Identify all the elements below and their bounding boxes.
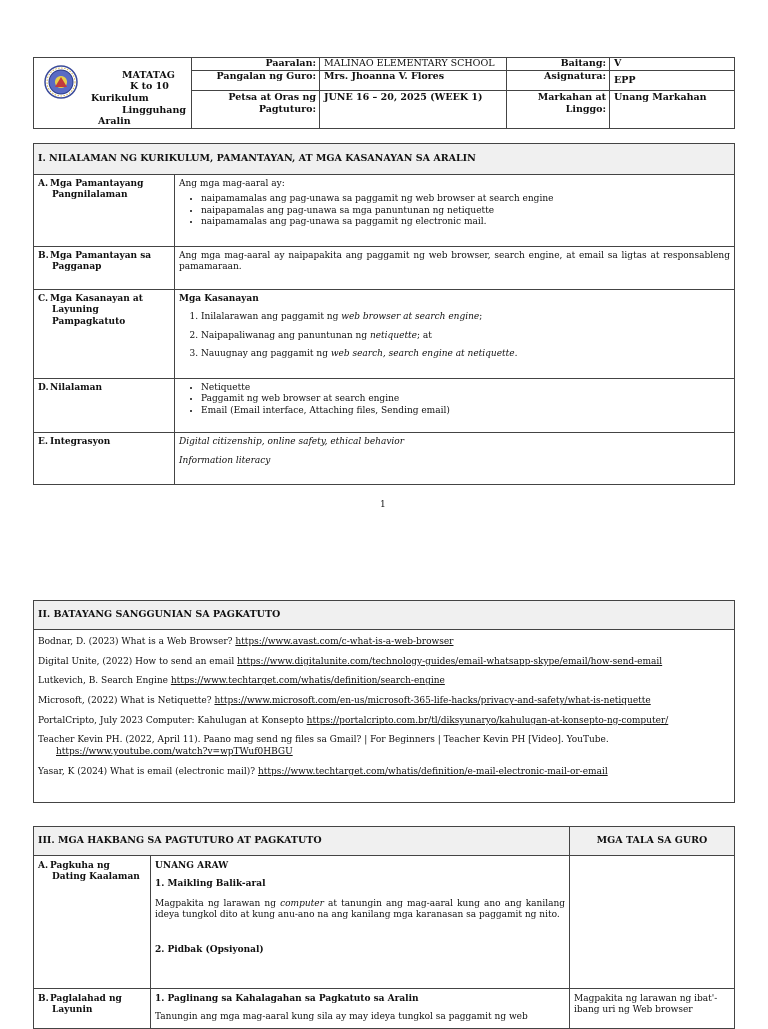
reference-link[interactable]: https://www.youtube.com/watch?v=wpTWuf0HBGU: [56, 747, 293, 758]
step-a-notes: [570, 856, 735, 989]
kasanayan-list: [179, 312, 730, 360]
row-c-content: Mga Kasanayan 1. Inilalarawan ang paggamit ng web browser at search engine; 2. Naipapaliwanag ang panuntunan ng netiquette; at 3. Nauugnay ang paggamit ng web search, search engine at netiquette.: [175, 290, 735, 379]
petsa-value: JUNE 16 – 20, 2025 (WEEK 1): [320, 90, 507, 128]
title-matatag: MATATAG: [122, 70, 175, 81]
reference-link[interactable]: https://www.avast.com/c-what-is-a-web-browser: [235, 637, 454, 647]
step-a-label: A. Pagkuha ng Dating Kaalaman: [34, 856, 151, 989]
section-2-table: [33, 600, 735, 803]
step-b-notes: Magpakita ng larawan ng ibat'-ibang uri ng Web browser: [570, 989, 735, 1029]
title-lingguhang: Lingguhang: [122, 105, 186, 116]
list-item: 3. Nauugnay ang paggamit ng web search, search engine at netiquette.: [201, 349, 730, 360]
section-1-table: [33, 143, 735, 485]
section-3-title: III. MGA HAKBANG SA PAGTUTURO AT PAGKATUTO: [34, 827, 570, 856]
reference-item: Microsoft, (2022) What is Netiquette? https://www.microsoft.com/en-us/microsoft-365-life-hacks/privacy-and-safety/what-is-netiquette: [38, 696, 651, 707]
title-kurikulum: Kurikulum: [91, 93, 149, 104]
petsa-label: Petsa at Oras ng Pagtuturo:: [192, 90, 320, 128]
reference-link[interactable]: https://www.microsoft.com/en-us/microsoft-365-life-hacks/privacy-and-safety/what-is-netiquette: [214, 696, 651, 707]
row-b-label: B.Mga Pamantayan sa Pagganap: [34, 247, 175, 290]
reference-item: PortalCripto, July 2023 Computer: Kahulugan at Konsepto https://portalcripto.com.br/tl/diksyunaryo/kahulugan-at-konsepto-ng-computer/: [38, 715, 669, 726]
list-item: • naipamamalas ang pag-unawa sa paggamit ng electronic mail.: [201, 217, 730, 228]
references-cell: [34, 630, 735, 803]
reference-item: Lutkevich, B. Search Engine https://www.techtarget.com/whatis/definition/search-engine: [38, 676, 445, 687]
section-1-title: I. NILALAMAN NG KURIKULUM, PAMANTAYAN, AT MGA KASANAYAN SA ARALIN: [34, 144, 735, 175]
baitang-label: Baitang:: [507, 58, 610, 71]
row-a-content: Ang mga mag-aaral ay: • naipamamalas ang pag-unawa sa paggamit ng web browser at search engine • naipapamalas ang pag-unawa sa mga panuntunan ng netiquette • naipamamalas ang pag-unawa sa paggamit ng electronic mail.: [175, 175, 735, 247]
list-item: • Email (Email interface, Attaching files, Sending email): [201, 406, 730, 417]
step-b-label: B.Paglalahad ng Layunin: [34, 989, 151, 1029]
list-item: • Paggamit ng web browser at search engine: [201, 394, 730, 405]
reference-item: Yasar, K (2024) What is email (electronic mail)? https://www.techtarget.com/whatis/definition/e-mail-electronic-mail-or-email: [38, 766, 608, 777]
reference-link[interactable]: https://www.techtarget.com/whatis/definition/search-engine: [170, 676, 445, 687]
section-3-table: [33, 826, 735, 1029]
row-e-label: E. Integrasyon: [34, 433, 175, 485]
markahan-value: Unang Markahan: [610, 90, 735, 128]
step-b-content: 1. Paglinang sa Kahalagahan sa Pagkatuto sa Aralin Tanungin ang mga mag-aaral kung sila ay may ideya tungkol sa paggamit ng web: [151, 989, 570, 1029]
page-number: 1: [380, 500, 386, 510]
list-item: • naipamamalas ang pag-unawa sa paggamit ng web browser at search engine: [201, 194, 730, 205]
list-item: 1. Inilalarawan ang paggamit ng web browser at search engine;: [201, 312, 730, 323]
section-2-title: II. BATAYANG SANGGUNIAN SA PAGKATUTO: [34, 601, 735, 630]
guro-value: Mrs. Jhoanna V. Flores: [320, 70, 507, 90]
row-e-content: Digital citizenship, online safety, ethical behavior Information literacy: [175, 433, 735, 485]
paaralan-value: MALINAO ELEMENTARY SCHOOL: [320, 58, 507, 71]
reference-link[interactable]: https://www.digitalunite.com/technology-guides/email-whatsapp-skype/email/how-send-email: [237, 656, 663, 667]
row-a-label: A. Mga Pamantayang Pangnilalaman: [34, 175, 175, 247]
row-c-label: C. Mga Kasanayan at Layuning Pampagkatuto: [34, 290, 175, 379]
asignatura-label: Asignatura:: [507, 70, 610, 90]
pamantayang-list: [179, 194, 730, 228]
header-title-cell: [34, 58, 192, 129]
step-a-content: UNANG ARAW 1. Maikling Balik-aral Magpakita ng larawan ng computer at tanungin ang mag-aaral kung ano ang kanilang ideya tungkol dito at kung anu-ano na ang kanilang mga karanasan sa paggamit ng nito. 2. Pidbak (Opsiyonal): [151, 856, 570, 989]
row-b-content: Ang mga mag-aaral ay naipapakita ang paggamit ng web browser, search engine, at email sa ligtas at responsableng pamamaraan.: [175, 247, 735, 290]
markahan-label: Markahan at Linggo:: [507, 90, 610, 128]
notes-title: MGA TALA SA GURO: [570, 827, 735, 856]
title-k10: K to 10: [130, 81, 169, 92]
header-table: [33, 57, 735, 129]
row-d-label: D.Nilalaman: [34, 379, 175, 433]
reference-item: Teacher Kevin PH. (2022, April 11). Paano mag send ng files sa Gmail? | For Beginners | Teacher Kevin PH [Video]. YouTube. https://www.youtube.com/watch?v=wpTWuf0HBGU: [38, 735, 609, 758]
reference-link[interactable]: https://portalcripto.com.br/tl/diksyunaryo/kahulugan-at-konsepto-ng-computer/: [306, 715, 669, 726]
asignatura-value: EPP: [610, 70, 735, 90]
nilalaman-list: [179, 383, 730, 417]
list-item: 2. Naipapaliwanag ang panuntunan ng netiquette; at: [201, 331, 730, 342]
reference-item: Digital Unite, (2022) How to send an email https://www.digitalunite.com/technology-guides/email-whatsapp-skype/email/how-send-email: [38, 656, 663, 667]
reference-link[interactable]: https://www.techtarget.com/whatis/definition/e-mail-electronic-mail-or-email: [257, 766, 608, 777]
reference-item: Bodnar, D. (2023) What is a Web Browser? https://www.avast.com/c-what-is-a-web-browser: [38, 637, 454, 647]
deped-seal-icon: [44, 65, 78, 99]
row-d-content: [175, 379, 735, 433]
paaralan-label: Paaralan:: [192, 58, 320, 71]
list-item: • naipapamalas ang pag-unawa sa mga panuntunan ng netiquette: [201, 206, 730, 217]
baitang-value: V: [610, 58, 735, 71]
title-aralin: Aralin: [98, 116, 131, 127]
list-item: • Netiquette: [201, 383, 730, 394]
guro-label: Pangalan ng Guro:: [192, 70, 320, 90]
